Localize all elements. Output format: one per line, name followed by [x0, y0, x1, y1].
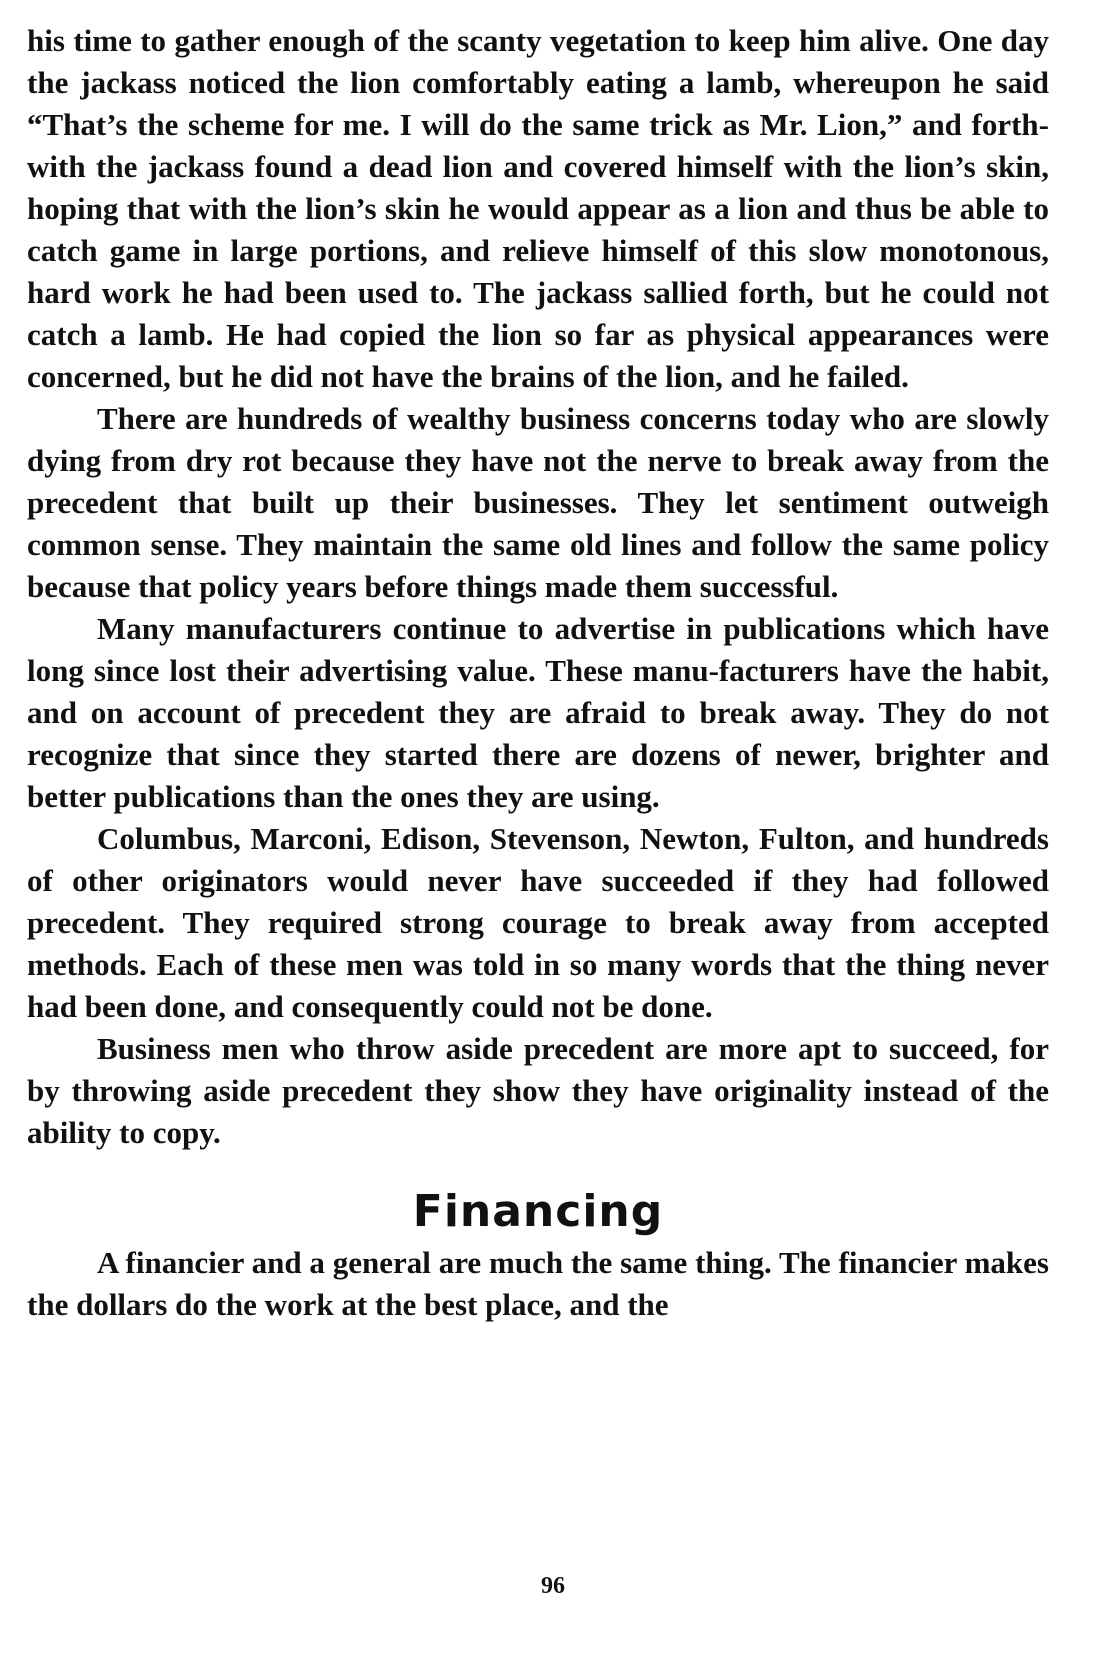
- section-heading: Financing: [412, 1186, 664, 1237]
- paragraph-business-men: Business men who throw aside precedent are more apt to succeed, for by throwing aside precedent they show they have originality instead of the ability to copy.: [27, 1031, 1049, 1150]
- paragraph-continued: his time to gather enough of the scanty vegetation to keep him alive. One day the jackass noticed the lion comfortably eating a lamb, whereupon he said “That’s the scheme for me. I will do the same trick as Mr. Lion,” and forth-with the jackass found a dead lion and covered himself with the lion’s skin, hoping that with the lion’s skin he would appear as a lion and thus be able to catch game in large portions, and relieve himself of this slow monotonous, hard work he had been used to. The jackass sallied forth, but he could not catch a lamb. He had copied the lion so far as physical appearances were concerned, but he did not have the brains of the lion, and he failed.: [27, 23, 1049, 394]
- paragraph-financing: A financier and a general are much the same thing. The financier makes the dollars do the work at the best place, and the: [27, 1245, 1049, 1322]
- page-number: 96: [541, 1573, 565, 1599]
- paragraph-business-concerns: There are hundreds of wealthy business concerns today who are slowly dying from dry rot because they have not the nerve to break away from the precedent that built up their businesses. They let sentiment outweigh common sense. They maintain the same old lines and follow the same policy because that policy years before things made them successful.: [27, 401, 1049, 604]
- paragraph-manufacturers: Many manufacturers continue to advertise in publications which have long since lost their advertising value. These manu-facturers have the habit, and on account of precedent they are afraid to break away. They do not recognize that since they started there are dozens of newer, brighter and better publications than the ones they are using.: [27, 611, 1049, 814]
- paragraph-originators: Columbus, Marconi, Edison, Stevenson, Newton, Fulton, and hundreds of other originators would never have succeeded if they had followed precedent. They required strong courage to break away from accepted methods. Each of these men was told in so many words that the thing never had been done, and consequently could not be done.: [27, 821, 1049, 1024]
- page-body: [27, 20, 1049, 1326]
